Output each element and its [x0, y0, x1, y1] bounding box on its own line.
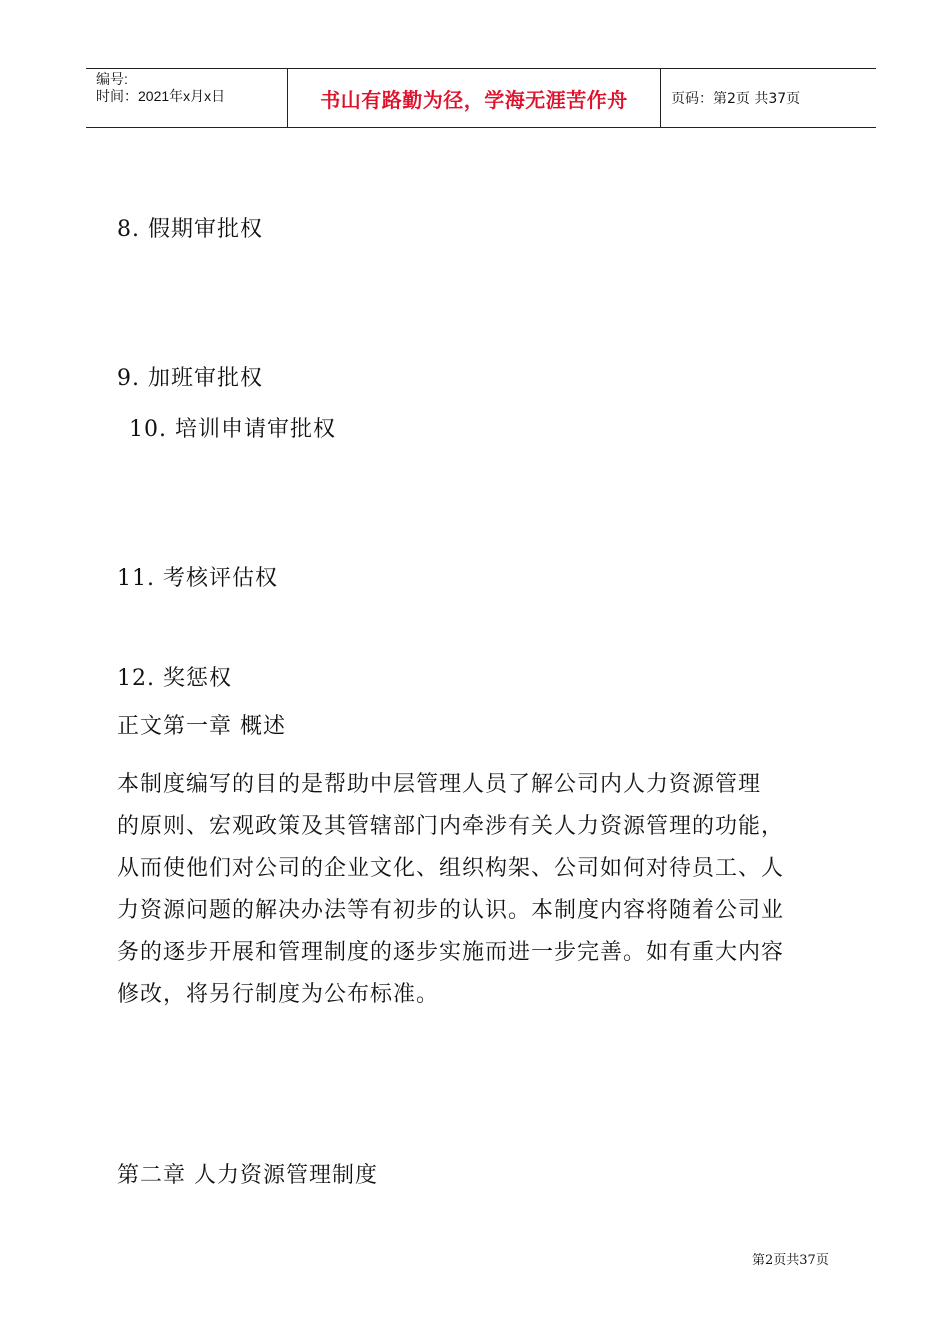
chapter-one-paragraph — [117, 764, 857, 1016]
list-item: 9. 加班审批权 — [117, 366, 263, 391]
header-number-label: 编号: — [96, 71, 128, 87]
chapter-one-heading: 正文第一章 概述 — [117, 714, 286, 739]
paragraph-line: 本制度编写的目的是帮助中层管理人员了解公司内人力资源管理 — [117, 772, 762, 797]
list-item: 8. 假期审批权 — [117, 217, 263, 242]
paragraph-line: 的原则、宏观政策及其管辖部门内牵涉有关人力资源管理的功能， — [117, 814, 785, 839]
page-footer: 第2页共37页 — [752, 1253, 829, 1268]
header-page-code: 页码：第2页 共37页 — [671, 91, 801, 107]
paragraph-line: 力资源问题的解决办法等有初步的认识。本制度内容将随着公司业 — [117, 898, 785, 923]
list-item: 10. 培训申请审批权 — [129, 417, 336, 442]
header-time-label: 时间：2021年x月x日 — [96, 88, 226, 104]
paragraph-line: 务的逐步开展和管理制度的逐步实施而进一步完善。如有重大内容 — [117, 940, 785, 965]
header-meta — [86, 69, 288, 127]
page-header — [86, 68, 876, 128]
list-item: 11. 考核评估权 — [117, 566, 278, 591]
header-motto: 书山有路勤为径，学海无涯苦作舟 — [288, 69, 661, 127]
paragraph-line: 从而使他们对公司的企业文化、组织构架、公司如何对待员工、人 — [117, 856, 785, 881]
paragraph-line: 修改，将另行制度为公布标准。 — [117, 982, 440, 1007]
chapter-two-heading: 第二章 人力资源管理制度 — [117, 1163, 378, 1188]
list-item: 12. 奖惩权 — [117, 666, 232, 691]
